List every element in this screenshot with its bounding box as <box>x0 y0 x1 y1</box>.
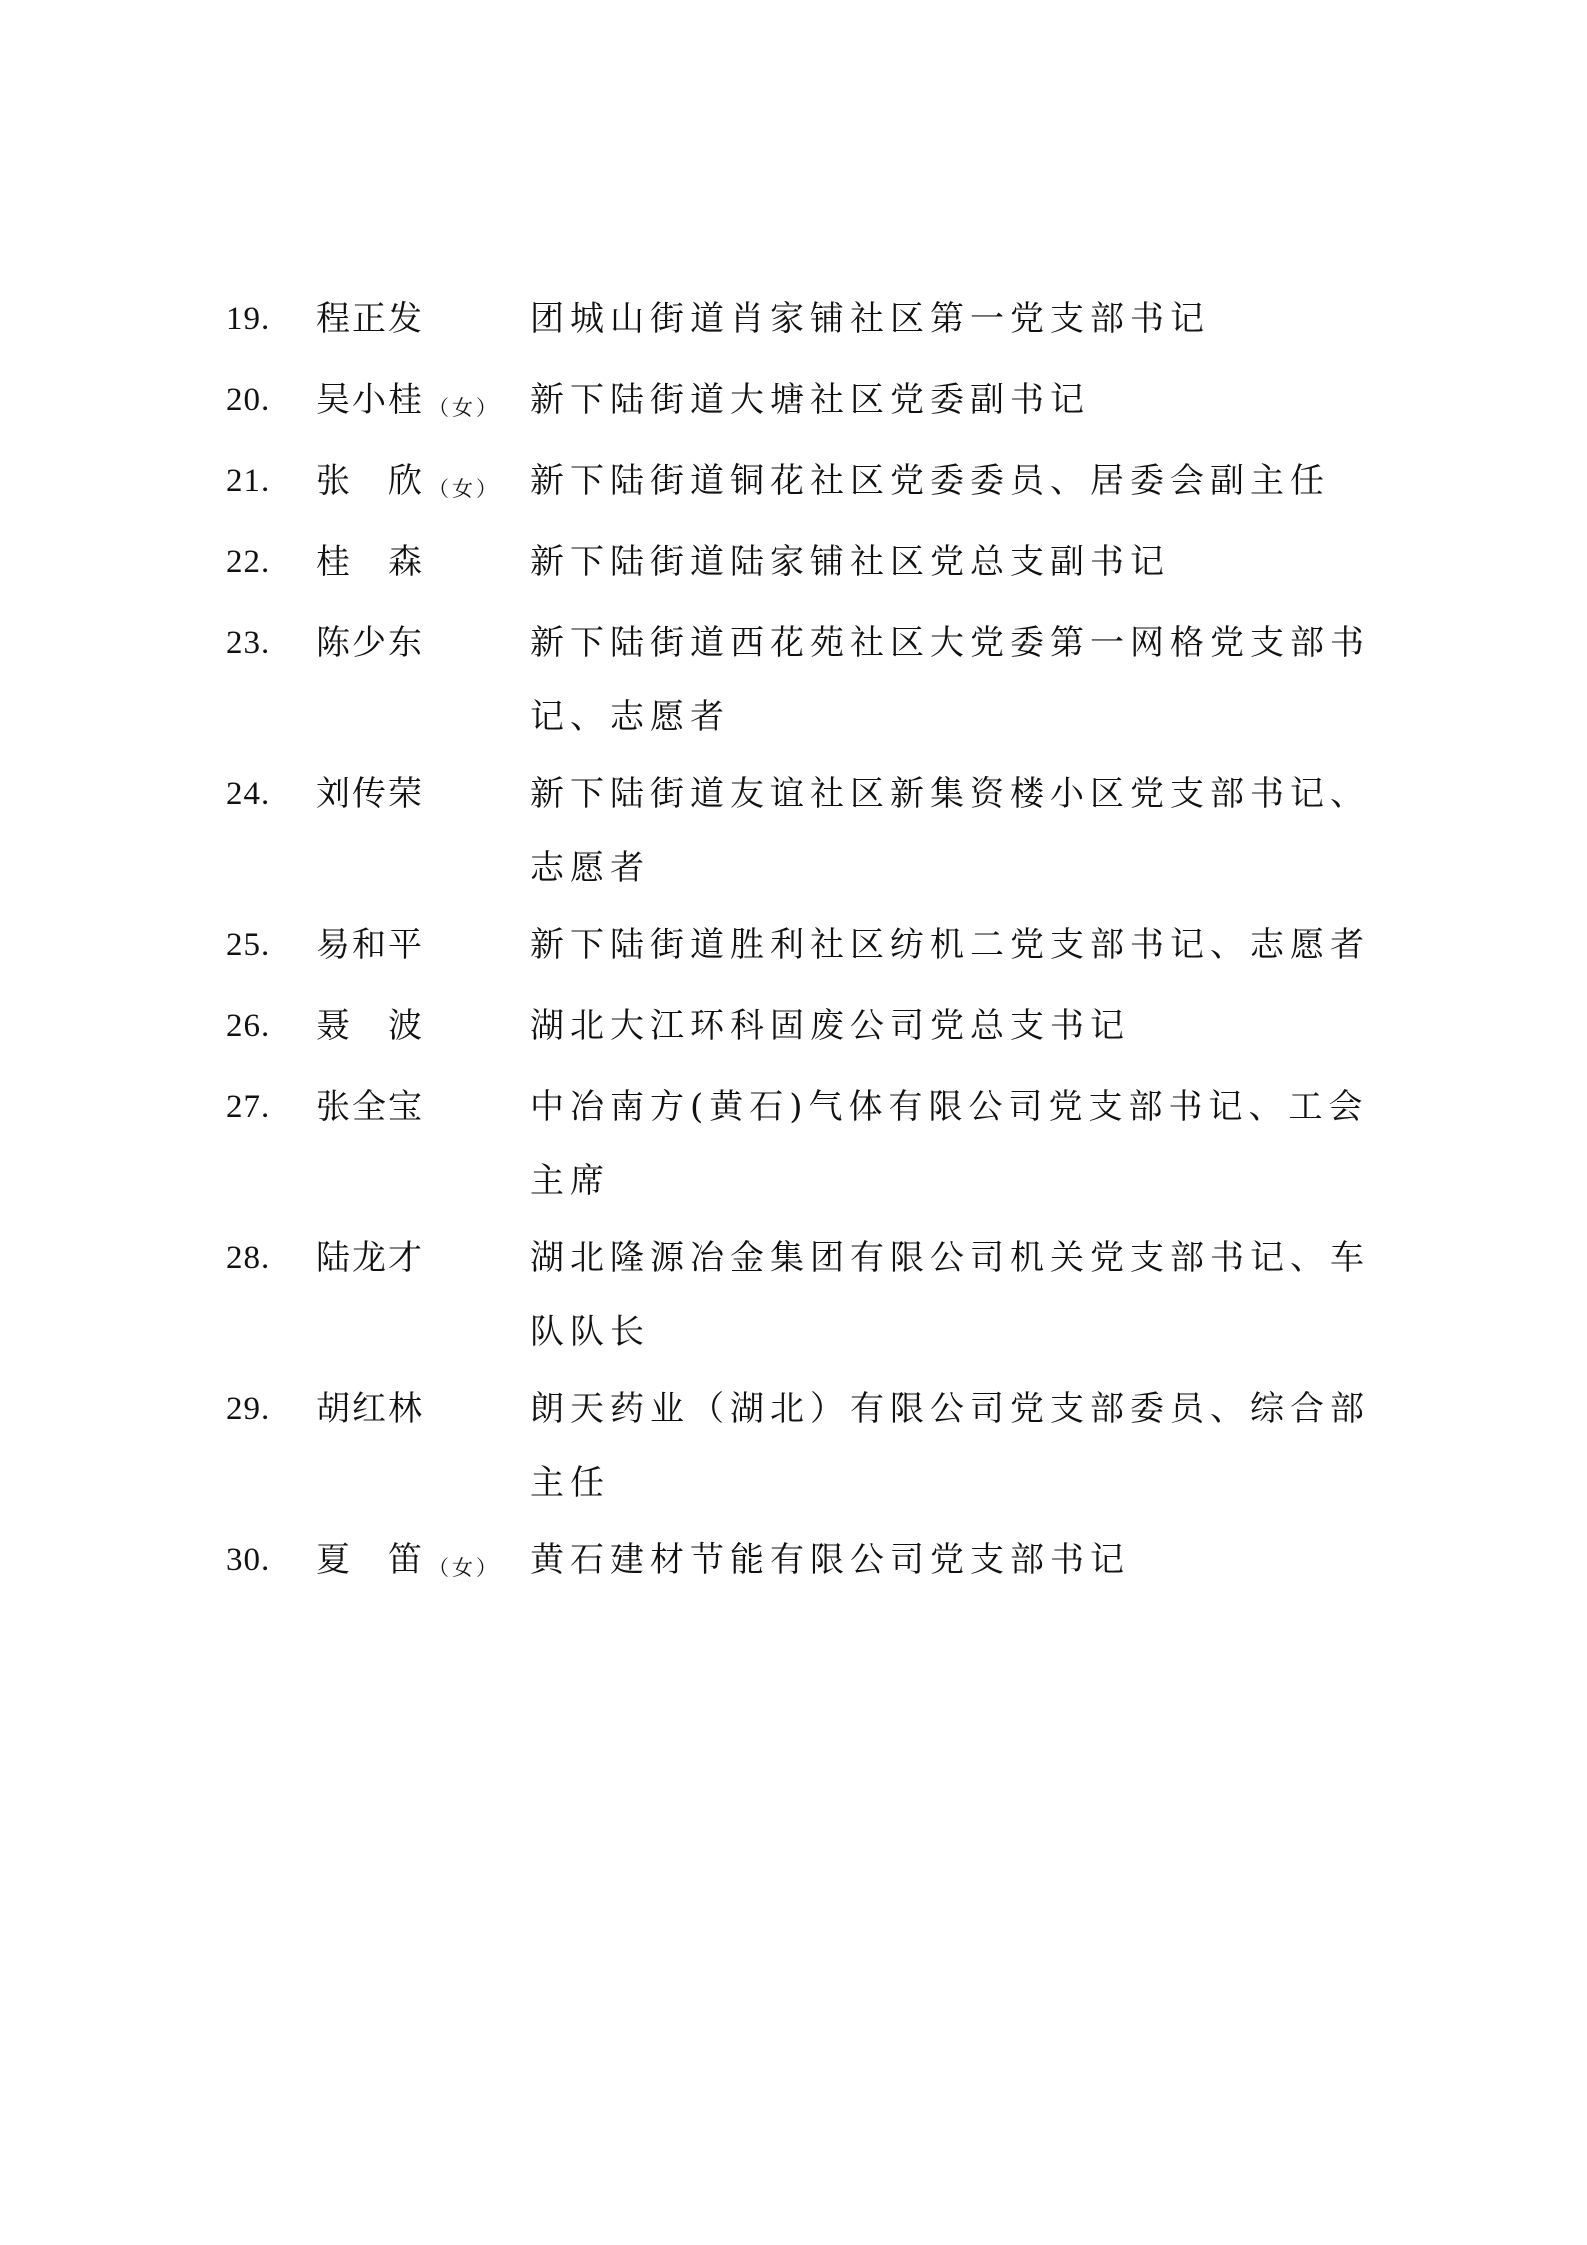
item-number: 28. <box>226 1240 271 1276</box>
list-item <box>226 757 1376 905</box>
person-role: 新下陆街道友谊社区新集资楼小区党支部书记、志愿者 <box>530 774 1370 888</box>
person-name-cell <box>316 1221 530 1299</box>
person-name-cell <box>316 908 530 986</box>
person-name: 易和平 <box>316 925 424 965</box>
list-item <box>226 1221 1376 1369</box>
person-role: 朗天药业（湖北）有限公司党支部委员、综合部主任 <box>530 1389 1370 1503</box>
person-name-cell <box>316 606 530 684</box>
gender-note: （女） <box>428 1556 500 1580</box>
list-item <box>226 989 1376 1067</box>
person-role: 团城山街道肖家铺社区第一党支部书记 <box>530 299 1210 339</box>
gender-note: （女） <box>428 477 500 501</box>
person-role: 湖北隆源冶金集团有限公司机关党支部书记、车队队长 <box>530 1238 1370 1352</box>
person-name-cell <box>316 1372 530 1450</box>
item-number: 29. <box>226 1391 271 1427</box>
person-name: 陈少东 <box>316 623 424 663</box>
person-role: 湖北大江环科固废公司党总支书记 <box>530 1006 1130 1046</box>
person-role: 新下陆街道大塘社区党委副书记 <box>530 380 1090 420</box>
list-item <box>226 282 1376 360</box>
item-number: 19. <box>226 301 271 337</box>
honoree-list <box>226 282 1376 1604</box>
item-number: 21. <box>226 463 271 499</box>
person-name: 刘传荣 <box>316 774 424 814</box>
item-number: 23. <box>226 625 271 661</box>
person-name-cell <box>316 525 530 603</box>
person-name: 张 欣 <box>316 461 424 501</box>
person-role: 中冶南方(黄石)气体有限公司党支部书记、工会主席 <box>530 1087 1369 1201</box>
item-number: 26. <box>226 1008 271 1044</box>
person-name-cell <box>316 1070 530 1148</box>
list-item <box>226 1070 1376 1218</box>
person-name: 张全宝 <box>316 1087 424 1127</box>
list-item <box>226 525 1376 603</box>
list-item <box>226 908 1376 986</box>
list-item <box>226 1523 1376 1601</box>
gender-note: （女） <box>428 396 500 420</box>
item-number: 24. <box>226 776 271 812</box>
person-name-cell <box>316 363 530 441</box>
item-number: 22. <box>226 544 271 580</box>
person-name-cell <box>316 444 530 522</box>
person-name-cell <box>316 1523 530 1601</box>
person-name: 夏 笛 <box>316 1540 424 1580</box>
person-name: 陆龙才 <box>316 1238 424 1278</box>
person-name: 吴小桂 <box>316 380 424 420</box>
item-number: 25. <box>226 927 271 963</box>
list-item <box>226 1372 1376 1520</box>
person-role: 黄石建材节能有限公司党支部书记 <box>530 1540 1130 1580</box>
item-number: 30. <box>226 1542 271 1578</box>
person-name: 程正发 <box>316 299 424 339</box>
list-item <box>226 444 1376 522</box>
person-role: 新下陆街道胜利社区纺机二党支部书记、志愿者 <box>530 925 1370 965</box>
item-number: 20. <box>226 382 271 418</box>
person-name: 桂 森 <box>316 542 424 582</box>
person-name-cell <box>316 282 530 360</box>
person-name-cell <box>316 989 530 1067</box>
list-item <box>226 606 1376 754</box>
person-role: 新下陆街道西花苑社区大党委第一网格党支部书记、志愿者 <box>530 623 1370 737</box>
person-name: 聂 波 <box>316 1006 424 1046</box>
person-name: 胡红林 <box>316 1389 424 1429</box>
list-item <box>226 363 1376 441</box>
person-role: 新下陆街道陆家铺社区党总支副书记 <box>530 542 1170 582</box>
person-name-cell <box>316 757 530 835</box>
item-number: 27. <box>226 1089 271 1125</box>
person-role: 新下陆街道铜花社区党委委员、居委会副主任 <box>530 461 1330 501</box>
